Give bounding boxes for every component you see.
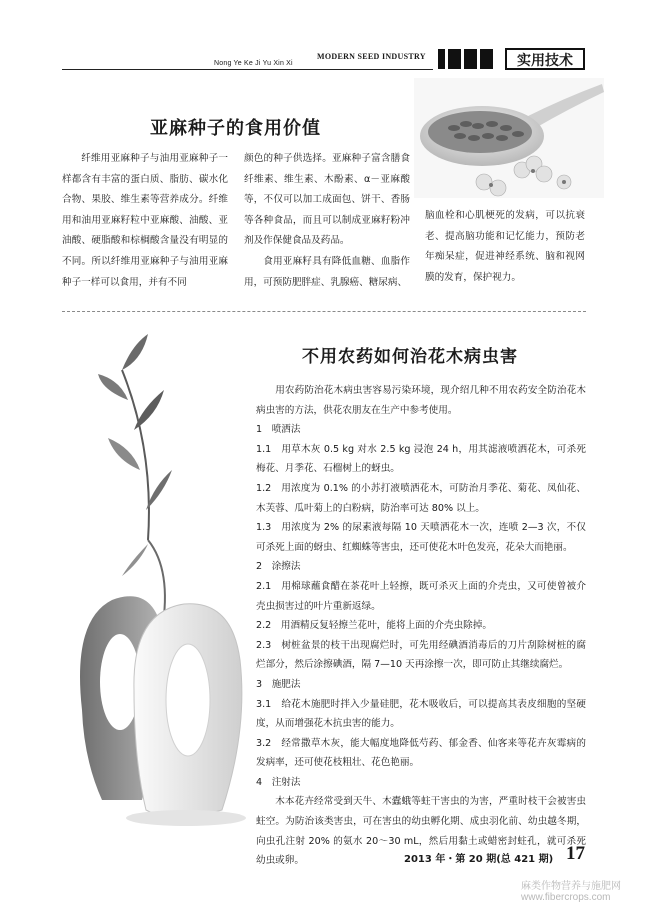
vase-lily-illustration bbox=[62, 330, 257, 830]
item-3-1: 3.1 给花木施肥时拌入少量硅肥，花木吸收后，可以提高其表皮细胞的坚硬度，从而增强花木抗虫害的能力。 bbox=[256, 698, 586, 730]
flaxseed-spoon-illustration bbox=[414, 78, 604, 198]
header-blocks bbox=[438, 49, 493, 69]
section-heading-2: 2 涂擦法 bbox=[256, 561, 301, 573]
article1-column3 bbox=[425, 206, 585, 288]
item-3-2: 3.2 经常撒草木灰，能大幅度地降低芍药、郁金香、仙客来等花卉灰霉病的发病率，还可使花枝粗壮、花色艳丽。 bbox=[256, 737, 586, 769]
article1-col1-paragraph: 纤维用亚麻种子与油用亚麻种子一样都含有丰富的蛋白质、脂肪、碳水化合物、果胶、维生素等营养成分。纤维用和油用亚麻籽粒中亚麻酸、油酸、亚油酸、硬脂酸和棕榈酸含量没有明显的不同。所以纤维用亚麻种子与油用亚麻种子一样可以食用，并有不同 bbox=[62, 153, 228, 288]
article1-col2-paragraph2: 食用亚麻籽具有降低血糖、血脂作用，可预防肥胖症、乳腺癌、糖尿病、 bbox=[244, 255, 410, 288]
page-number: 17 bbox=[566, 843, 585, 864]
item-2-3: 2.3 树桩盆景的枝干出现腐烂时，可先用经碘酒消毒后的刀片刮除树桩的腐烂部分，然后涂擦碘酒，隔 7—10 天再涂擦一次，即可防止其继续腐烂。 bbox=[256, 639, 586, 671]
item-2-1: 2.1 用棉球蘸食醋在茶花叶上轻擦，既可杀灭上面的介壳虫，又可使曾被介壳虫损害过的叶片重新返绿。 bbox=[256, 580, 586, 612]
item-2-2: 2.2 用酒精反复轻擦兰花叶，能将上面的介壳虫除掉。 bbox=[256, 620, 492, 632]
header-block bbox=[448, 49, 461, 69]
item-1-1: 1.1 用草木灰 0.5 kg 对水 2.5 kg 浸泡 24 h，用其滤液喷洒花木，可杀死梅花、月季花、石榴树上的蚜虫。 bbox=[256, 443, 586, 475]
issue-info: 2013 年・第 20 期(总 421 期) bbox=[404, 854, 554, 865]
section-heading-4: 4 注射法 bbox=[256, 776, 301, 788]
header-pinyin: Nong Ye Ke Ji Yu Xin Xi bbox=[214, 60, 293, 67]
item-4-body: 木本花卉经常受到天牛、木蠹蛾等蛀干害虫的为害，严重时枝干会被害虫蛀空。为防治该类害虫，可在害虫的幼虫孵化期、成虫羽化前、幼虫越冬期，向虫孔注射 20% 的氨水 20～30 mL，然后用黏土或蜡密封蛀孔，就可杀死幼虫或卵。 bbox=[256, 796, 586, 867]
item-1-3: 1.3 用浓度为 2% 的尿素液每隔 10 天喷洒花木一次，连喷 2—3 次，不仅可杀死上面的蚜虫、红蜘蛛等害虫，还可使花木叶色发亮，花朵大而艳丽。 bbox=[256, 522, 586, 553]
header-block bbox=[464, 49, 477, 69]
watermark-site-name: 麻类作物营养与施肥网 bbox=[521, 881, 621, 892]
article2-title: 不用农药如何治花木病虫害 bbox=[302, 347, 518, 367]
header-magazine-name: MODERN SEED INDUSTRY bbox=[317, 52, 426, 61]
article1-title: 亚麻种子的食用价值 bbox=[150, 118, 321, 139]
item-1-2: 1.2 用浓度为 0.1% 的小苏打液喷洒花木，可防治月季花、菊花、凤仙花、木芙蓉、瓜叶菊上的白粉病，防治率可达 80% 以上。 bbox=[256, 482, 586, 514]
article1-column2 bbox=[244, 149, 410, 293]
section-heading-3: 3 施肥法 bbox=[256, 678, 301, 690]
article1-col2-paragraph1: 颜色的种子供选择。亚麻种子富含膳食纤维素、维生素、木酚素、α－亚麻酸等，不仅可以加工成面包、饼干、香肠等各种食品，而且可以制成亚麻籽粉冲剂及作保健食品及药品。 bbox=[244, 153, 410, 247]
article1-column1 bbox=[62, 149, 228, 293]
header-block bbox=[438, 49, 445, 69]
section-divider bbox=[62, 311, 586, 312]
header-block bbox=[480, 49, 493, 69]
section-tag: 实用技术 bbox=[505, 48, 585, 70]
article1-col3-paragraph: 脑血栓和心肌梗死的发病，可以抗衰老、提高脑功能和记忆能力，预防老年痴呆症，促进神经系统、脑和视网膜的发育，保护视力。 bbox=[425, 210, 585, 283]
article2-intro: 用农药防治花木病虫害容易污染环境，现介绍几种不用农药安全防治花木病虫害的方法，供花农朋友在生产中参考使用。 bbox=[256, 385, 586, 416]
header-rule bbox=[62, 69, 433, 70]
article2-body bbox=[256, 381, 586, 871]
watermark-url: www.fibercrops.com bbox=[521, 892, 611, 903]
section-heading-1: 1 喷洒法 bbox=[256, 424, 301, 436]
